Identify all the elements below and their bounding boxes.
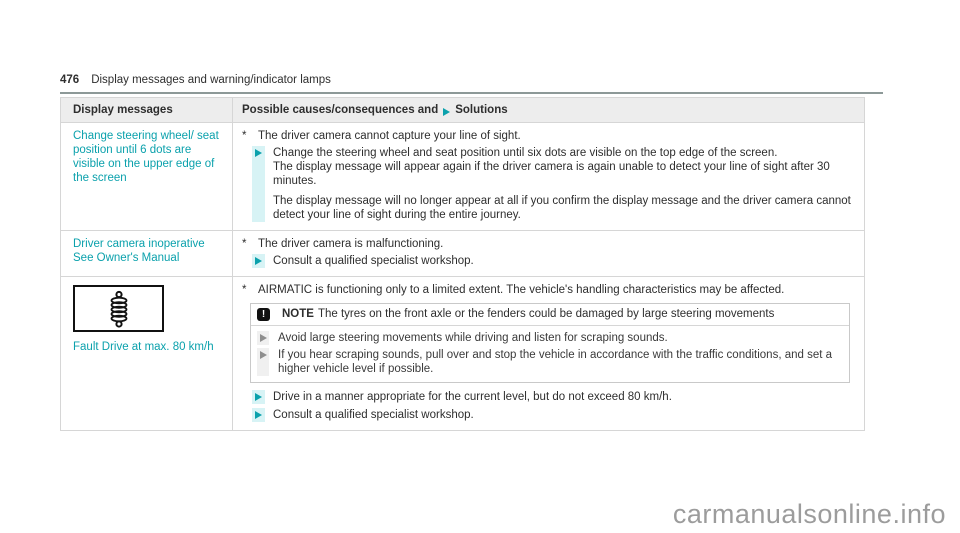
display-message-text: Fault Drive at max. 80 km/h — [73, 341, 214, 353]
solution-line: Change the steering wheel and seat position until six dots are visible on the top edge of the screen. — [273, 147, 778, 159]
solution-line: Consult a qualified specialist workshop. — [273, 409, 474, 421]
solution-arrow-icon — [255, 149, 262, 157]
note-item-stripe — [257, 348, 269, 376]
display-message-reference: See Owner's Manual — [73, 252, 180, 264]
solution-line: The display message will appear again if the driver camera is again unable to detect your line of sight after 30 minutes. — [273, 161, 830, 187]
solution-arrow-icon — [255, 393, 262, 401]
note-item-stripe — [257, 331, 269, 345]
display-message-cell — [61, 231, 233, 276]
display-message-text: Driver camera inoperative — [73, 238, 205, 250]
note-label: NOTE — [282, 308, 314, 320]
solution-highlight-stripe — [252, 146, 265, 222]
note-item-text: Avoid large steering movements while driving and listen for scraping sounds. — [278, 332, 668, 344]
table-row — [61, 123, 864, 231]
page-number: 476 — [60, 74, 80, 86]
solution-highlight-stripe — [252, 390, 265, 404]
cause-text: The driver camera cannot capture your line of sight. — [258, 130, 521, 142]
page-title: Display messages and warning/indicator lamps — [91, 74, 331, 86]
solution-line: The display message will no longer appear at all if you confirm the display message and the driver camera cannot detect your line of sight during the entire journey. — [273, 195, 851, 221]
exclamation-icon: ! — [257, 308, 270, 321]
solution-highlight-stripe — [252, 408, 265, 422]
solution-arrow-icon — [255, 411, 262, 419]
solution-highlight-stripe — [252, 254, 265, 268]
causes-solutions-cell — [233, 231, 864, 276]
display-messages-table — [60, 97, 865, 431]
note-text: The tyres on the front axle or the fenders could be damaged by large steering movements — [317, 308, 775, 320]
solution-line: Consult a qualified specialist workshop. — [273, 255, 474, 267]
note-item — [257, 348, 843, 376]
column-header-solutions-text: Solutions — [455, 104, 508, 116]
solution-line: Drive in a manner appropriate for the current level, but do not exceed 80 km/h. — [273, 391, 672, 403]
causes-solutions-cell — [233, 277, 864, 430]
note-items — [251, 326, 849, 382]
page-header — [60, 73, 883, 94]
solution-arrow-icon — [255, 257, 262, 265]
cause-line — [242, 283, 856, 297]
causes-solutions-cell — [233, 123, 864, 230]
note-title-row — [251, 304, 849, 326]
column-header-causes-text: Possible causes/consequences and — [242, 104, 439, 116]
cause-line — [242, 129, 856, 143]
cause-marker: * — [242, 130, 247, 142]
cause-line — [242, 237, 856, 251]
cause-text: AIRMATIC is functioning only to a limited extent. The vehicle's handling characteristics may be affected. — [258, 284, 785, 296]
airmatic-suspension-icon — [73, 285, 164, 332]
note-item — [257, 331, 843, 345]
note-item-text: If you hear scraping sounds, pull over and stop the vehicle in accordance with the traffic conditions, and set a higher vehicle level if possible. — [278, 349, 833, 375]
column-header-causes-solutions — [233, 98, 864, 122]
solution-item — [252, 146, 856, 222]
watermark: carmanualsonline.info — [672, 499, 946, 529]
solution-item — [252, 408, 856, 422]
display-message-cell — [61, 123, 233, 230]
cause-marker: * — [242, 238, 247, 250]
solution-arrow-icon — [443, 108, 450, 116]
column-header-display-messages: Display messages — [61, 98, 233, 122]
table-row — [61, 277, 864, 431]
table-row — [61, 231, 864, 277]
display-message-cell — [61, 277, 233, 430]
note-box — [250, 303, 850, 383]
cause-marker: * — [242, 284, 247, 296]
solution-text-block — [273, 146, 856, 222]
cause-text: The driver camera is malfunctioning. — [258, 238, 444, 250]
display-message-text: Change steering wheel/ seat position until 6 dots are visible on the upper edge of the screen — [73, 130, 219, 184]
note-arrow-icon — [260, 334, 267, 342]
table-header-row — [61, 98, 864, 123]
solution-item — [252, 254, 856, 268]
note-arrow-icon — [260, 351, 267, 359]
solution-item — [252, 390, 856, 404]
